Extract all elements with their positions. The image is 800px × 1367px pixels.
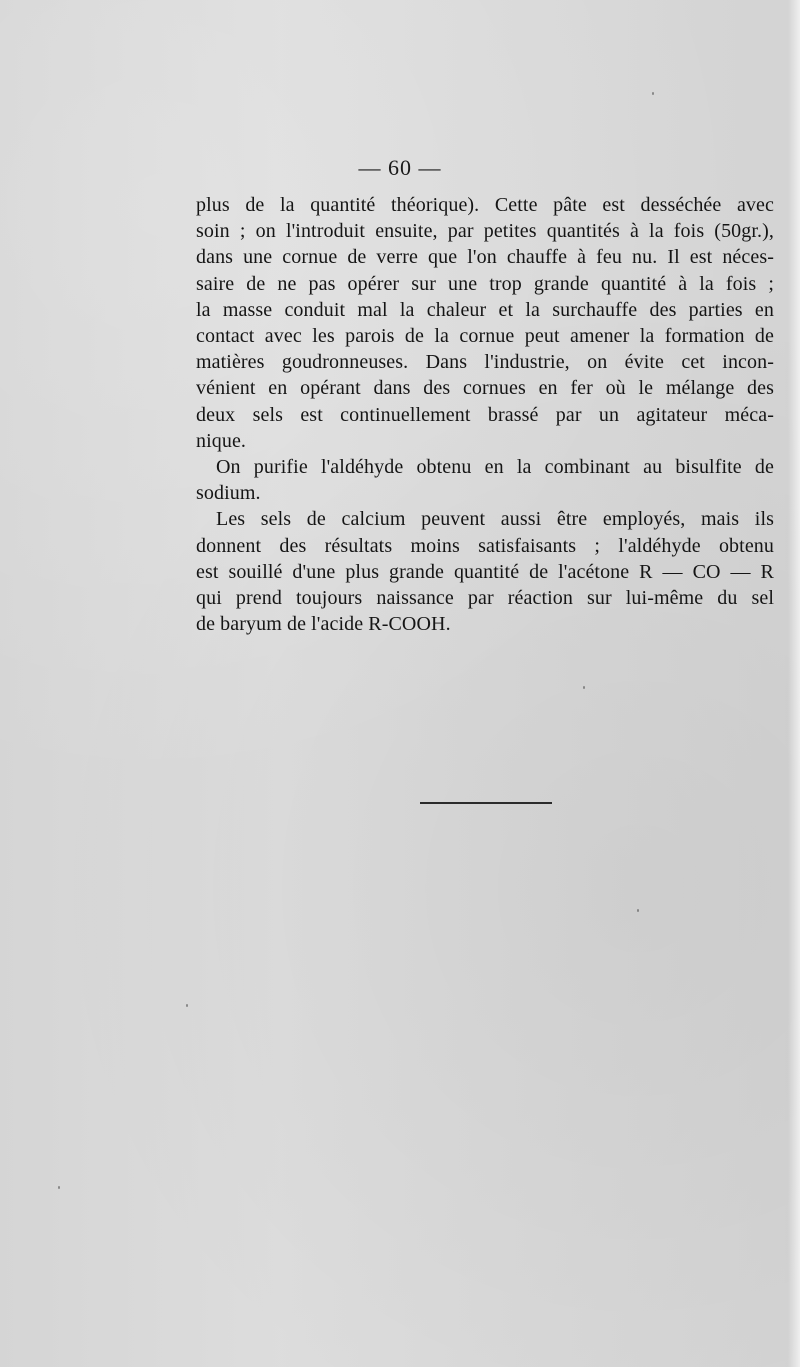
- paper-speck: [58, 1186, 60, 1189]
- text-line: Les sels de calcium peuvent aussi être employés, mais ils: [216, 508, 774, 531]
- text-line: saire de ne pas opérer sur une trop grande quantité à la fois ;: [196, 272, 774, 295]
- text-line: sodium.: [196, 482, 261, 505]
- paragraph-3: [196, 506, 774, 637]
- text-line: nique.: [196, 429, 247, 452]
- paragraph-1: [196, 192, 774, 454]
- text-line: est souillé d'une plus grande quantité de l'acétone R — CO — R: [196, 560, 774, 583]
- section-divider: [420, 802, 552, 804]
- paragraph-2: [196, 454, 774, 506]
- text-line: deux sels est continuellement brassé par un agitateur méca-: [196, 403, 774, 426]
- page-number: — 60 —: [358, 155, 442, 180]
- text-line: On purifie l'aldéhyde obtenu en la combinant au bisulfite de: [216, 456, 774, 479]
- text-line: la masse conduit mal la chaleur et la surchauffe des parties en: [196, 298, 774, 321]
- paper-speck: [652, 92, 654, 95]
- text-line: vénient en opérant dans des cornues en fer où le mélange des: [196, 377, 774, 400]
- text-line: plus de la quantité théorique). Cette pâte est desséchée avec: [196, 194, 774, 216]
- paper-speck: [637, 909, 639, 912]
- paper-speck: [186, 1004, 188, 1007]
- text-line: contact avec les parois de la cornue peut amener la formation de: [196, 325, 774, 348]
- text-line: matières goudronneuses. Dans l'industrie, on évite cet incon-: [196, 351, 774, 374]
- text-line: dans une cornue de verre que l'on chauffe à feu nu. Il est néces-: [196, 246, 774, 269]
- text-line: de baryum de l'acide R-COOH.: [196, 613, 451, 636]
- page-edge: [788, 0, 800, 1367]
- text-line: qui prend toujours naissance par réaction sur lui-même du sel: [196, 587, 774, 610]
- paper-speck: [583, 686, 585, 689]
- text-line: donnent des résultats moins satisfaisants ; l'aldéhyde obtenu: [196, 534, 774, 557]
- body-text: [196, 192, 774, 637]
- text-line: soin ; on l'introduit ensuite, par petites quantités à la fois (50gr.),: [196, 220, 774, 243]
